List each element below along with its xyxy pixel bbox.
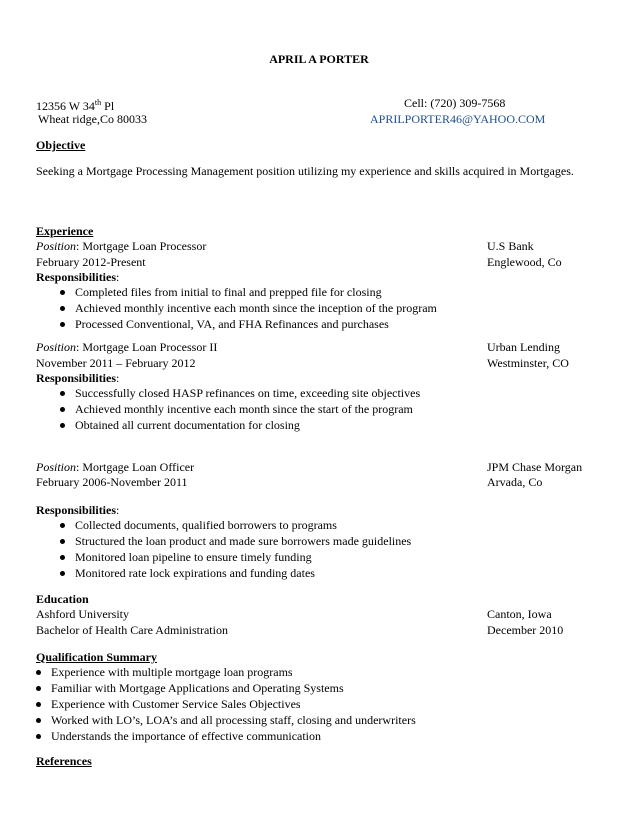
list-item: Processed Conventional, VA, and FHA Refinances and purchases [75,316,437,332]
job-3-responsibilities [75,517,411,581]
education-school: Ashford University [36,607,129,621]
list-item: Worked with LO’s, LOA’s and all processing staff, closing and underwriters [51,713,416,727]
job-3-location: Arvada, Co [487,475,543,489]
list-item: Structured the loan product and made sure borrowers made guidelines [75,534,412,548]
job-2-company: Urban Lending [487,340,560,354]
qualification-list [51,664,416,744]
qualification-heading: Qualification Summary [36,650,158,664]
address-line-1: 12356 W 34th Pl [36,98,115,113]
references-heading: References [36,754,92,768]
job-3-responsibilities-label: Responsibilities: [36,503,120,517]
job-1-position: Position: Mortgage Loan Processor [36,239,207,253]
list-item: Achieved monthly incentive each month since the start of the program [75,401,420,417]
job-2-position: Position: Mortgage Loan Processor II [36,340,218,354]
list-item: Experience with multiple mortgage loan programs [51,664,416,680]
job-1-responsibilities [75,284,437,332]
education-location: Canton, Iowa [487,607,552,621]
job-1-responsibilities-label: Responsibilities: [36,270,120,284]
list-item: Experience with Customer Service Sales Objectives [51,696,416,712]
job-3-company: JPM Chase Morgan [487,460,583,474]
list-item: Collected documents, qualified borrowers to programs [75,517,411,533]
list-item: Familiar with Mortgage Applications and Operating Systems [51,680,416,696]
education-date: December 2010 [487,623,564,637]
job-2-responsibilities [75,385,420,433]
objective-text: Seeking a Mortgage Processing Management position utilizing my experience and skills acquired in Mortgages. [36,164,574,178]
candidate-name: APRIL A PORTER [269,52,369,66]
objective-heading: Objective [36,138,86,152]
job-3-dates: February 2006-November 2011 [36,475,188,489]
job-1-dates: February 2012-Present [36,255,146,269]
job-3-position: Position: Mortgage Loan Officer [36,460,195,474]
education-heading: Education [36,592,89,606]
address-line-2: Wheat ridge,Co 80033 [38,112,147,126]
job-2-dates: November 2011 – February 2012 [36,356,196,370]
list-item: Monitored rate lock expirations and funding dates [75,565,411,581]
education-degree: Bachelor of Health Care Administration [36,623,228,637]
experience-heading: Experience [36,224,94,238]
job-1-company: U.S Bank [487,239,534,253]
list-item: Monitored loan pipeline to ensure timely funding [75,549,411,565]
list-item: Successfully closed HASP refinances on time, exceeding site objectives [75,386,421,400]
list-item: Achieved monthly incentive each month since the inception of the program [75,301,437,315]
list-item: Obtained all current documentation for closing [75,417,420,433]
list-item: Completed files from initial to final and prepped file for closing [75,284,437,300]
cell-phone: Cell: (720) 309-7568 [404,96,506,110]
job-2-location: Westminster, CO [487,356,569,370]
job-2-responsibilities-label: Responsibilities: [36,371,120,385]
job-1-location: Englewood, Co [487,255,562,269]
email-link[interactable]: APRILPORTER46@YAHOO.COM [370,112,546,126]
list-item: Understands the importance of effective communication [51,728,416,744]
